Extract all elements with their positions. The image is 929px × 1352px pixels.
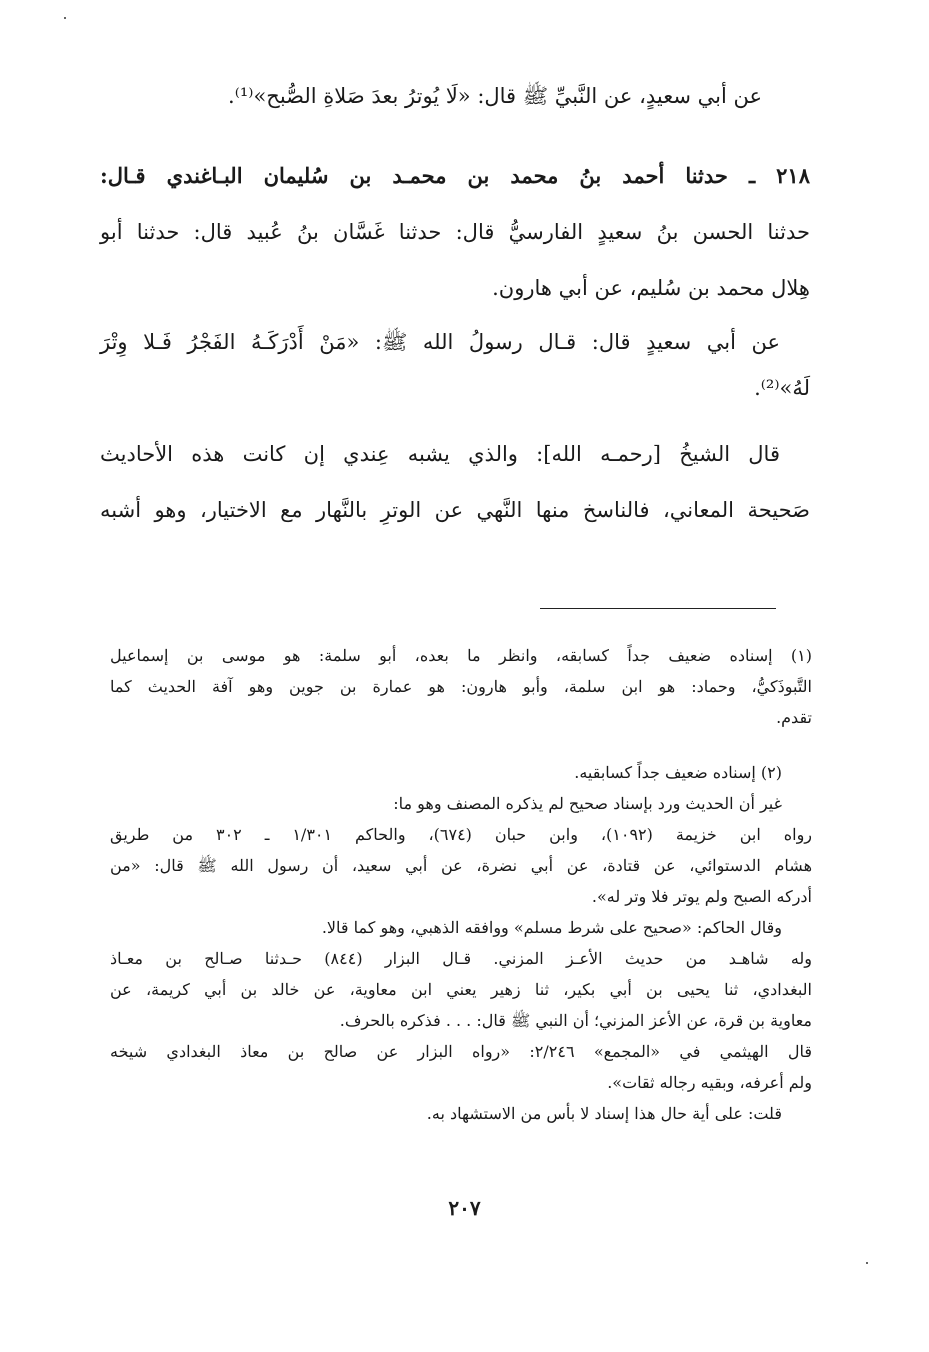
- footnote-line: قلت: على أية حال هذا إسناد لا بأس من الاستشهاد به.: [426, 1104, 782, 1123]
- footnote-2: [110, 757, 812, 1129]
- footnote-line: البغدادي، ثنا يحيى بن أبي بكير، ثنا زهير يعني ابن معاوية، عن خالد بن أبي كريمة، عن: [110, 980, 812, 999]
- text-line: عن أبي سعيدٍ، عن النَّبيِّ ﷺ قال: «لَا يُوترُ بعدَ صَلاةِ الصُّبح»⁽¹⁾.: [228, 84, 762, 108]
- footnote-line: (٢) إسناده ضعيف جداً كسابقيه.: [574, 763, 782, 782]
- footnote-separator: [540, 608, 776, 609]
- footnote-line: معاوية بن قرة، عن الأعز المزني؛ أن النبي ﷺ قال: . . . فذكره بالحرف.: [339, 1011, 812, 1030]
- footnote-line: (١) إسناده ضعيف جداً كسابقه، وانظر ما بعده، أبو سلمة: هو موسى بن إسماعيل: [110, 646, 812, 665]
- text-line: عن أبي سعيدٍ قال: قـال رسولُ الله ﷺ: «مَنْ أَدْرَكَـهُ الفَجْرُ فَـلا وِتْرَ: [100, 330, 780, 354]
- hadith-text-1: [100, 68, 762, 124]
- text-line: هِلال محمد بن سُليم، عن أبي هارون.: [492, 276, 810, 300]
- text-line: لَهُ»⁽²⁾.: [754, 376, 810, 400]
- footnote-line: وله شاهـد من حديث الأعـز المزني. قـال البزار (٨٤٤) حـدثنا صـالح بن معـاذ: [110, 949, 812, 968]
- text-line: صَحيحة المعاني، فالناسخ منها النَّهي عن الوترِ بالنَّهار مع الاختيار، وهو أشبه: [100, 498, 810, 522]
- sheikh-commentary: [100, 426, 810, 538]
- footnote-1: [110, 640, 812, 733]
- hadith-218-matn: [100, 314, 810, 406]
- scan-speck: [64, 17, 66, 19]
- footnote-line: هشام الدستوائي، عن قتادة، عن أبي نضرة، عن أبي سعيد، أن رسول الله ﷺ قال: «من: [110, 856, 813, 875]
- hadith-218-isnad: [100, 148, 810, 204]
- text-line: ٢١٨ ـ حدثنا أحمد بنُ محمد بن محمـد بن سُليمان البـاغندي قـال:: [100, 163, 810, 188]
- footnote-line: أدركه الصبح ولم يوتر فلا وتر له».: [591, 887, 812, 906]
- scan-speck: [866, 1262, 868, 1264]
- footnote-line: قال الهيثمي في «المجمع» ٢/٢٤٦: «رواه البزار عن صالح بن معاذ البغدادي شيخه: [110, 1042, 813, 1061]
- text-line: حدثنا الحسن بنُ سعيدٍ الفارسيُّ قال: حدثنا غَسَّان بنُ عُبيد قال: حدثنا أبو: [100, 220, 810, 244]
- footnote-line: غير أن الحديث ورد بإسناد صحيح لم يذكره المصنف وهو ما:: [393, 794, 782, 813]
- footnote-line: تقدم.: [776, 708, 812, 727]
- footnote-line: التَّبوذَكيُّ، وحماد: هو ابن سلمة، وأبو هارون: هو عمارة بن جوين وهو آفة الحديث كما: [110, 677, 812, 696]
- text-line: قال الشيخُ [رحمـه الله]: والذي يشبه عِندي إن كانت هذه الأحاديث: [100, 442, 780, 466]
- footnote-line: ولم أعرفه، وبقيه رجاله ثقات».: [607, 1073, 812, 1092]
- footnote-line: وقال الحاكم: «صحيح على شرط مسلم» ووافقه الذهبي، وهو كما قالا.: [321, 918, 782, 937]
- page-number: ٢٠٧: [448, 1196, 481, 1220]
- hadith-218-isnad-cont: [100, 204, 810, 316]
- footnote-line: رواه ابن خزيمة (١٠٩٢)، وابن حبان (٦٧٤)، والحاكم ١/٣٠١ ـ ٣٠٢ من طريق: [110, 825, 813, 844]
